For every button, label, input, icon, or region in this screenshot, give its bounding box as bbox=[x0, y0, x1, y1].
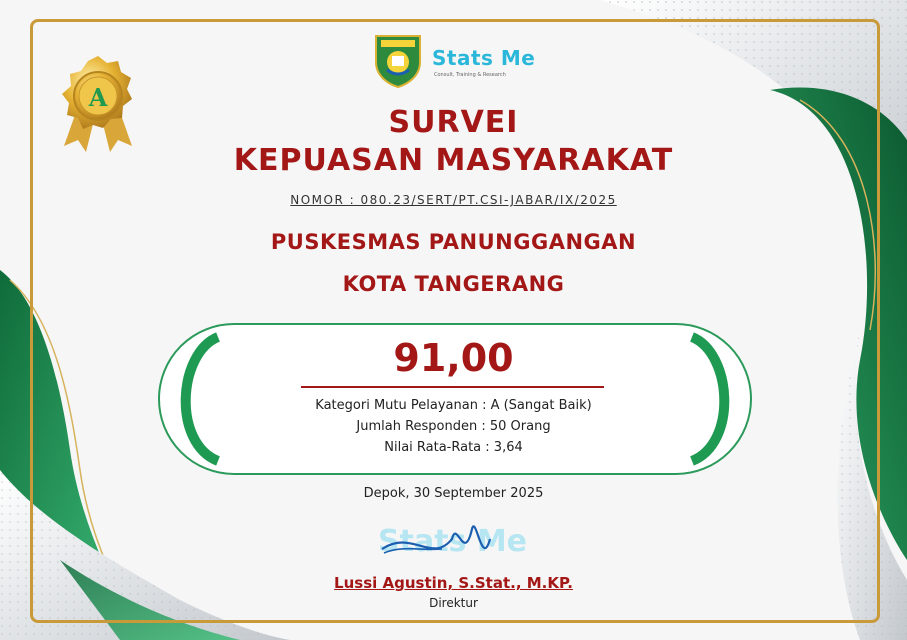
score-divider bbox=[301, 386, 604, 388]
signature-stamp-icon bbox=[372, 509, 532, 571]
respondent-count: Jumlah Responden : 50 Orang bbox=[356, 419, 551, 434]
brand-tagline: Consult, Training & Research bbox=[434, 72, 506, 78]
signer-name: Lussi Agustin, S.Stat., M.KP. bbox=[334, 574, 573, 592]
brand-logo-text: Stats Me bbox=[432, 46, 536, 70]
service-category: Kategori Mutu Pelayanan : A (Sangat Baik) bbox=[315, 398, 592, 413]
stamp-watermark-text: Stats Me bbox=[378, 524, 528, 559]
header-logos bbox=[372, 32, 552, 88]
signer-role: Direktur bbox=[429, 596, 478, 610]
score-value: 91,00 bbox=[393, 336, 514, 380]
certificate-number: NOMOR : 080.23/SERT/PT.CSI-JABAR/IX/2025 bbox=[290, 193, 617, 207]
organization-name: PUSKESMAS PANUNGGANGAN bbox=[270, 230, 637, 254]
organization-city: KOTA TANGERANG bbox=[342, 272, 565, 296]
certificate-title-line1: SURVEI bbox=[388, 105, 519, 140]
badge-grade: A bbox=[88, 83, 108, 112]
average-score: Nilai Rata-Rata : 3,64 bbox=[384, 440, 523, 455]
city-crest-icon bbox=[372, 32, 424, 88]
place-date: Depok, 30 September 2025 bbox=[363, 486, 544, 501]
certificate-title-line2: KEPUASAN MASYARAKAT bbox=[233, 143, 674, 178]
